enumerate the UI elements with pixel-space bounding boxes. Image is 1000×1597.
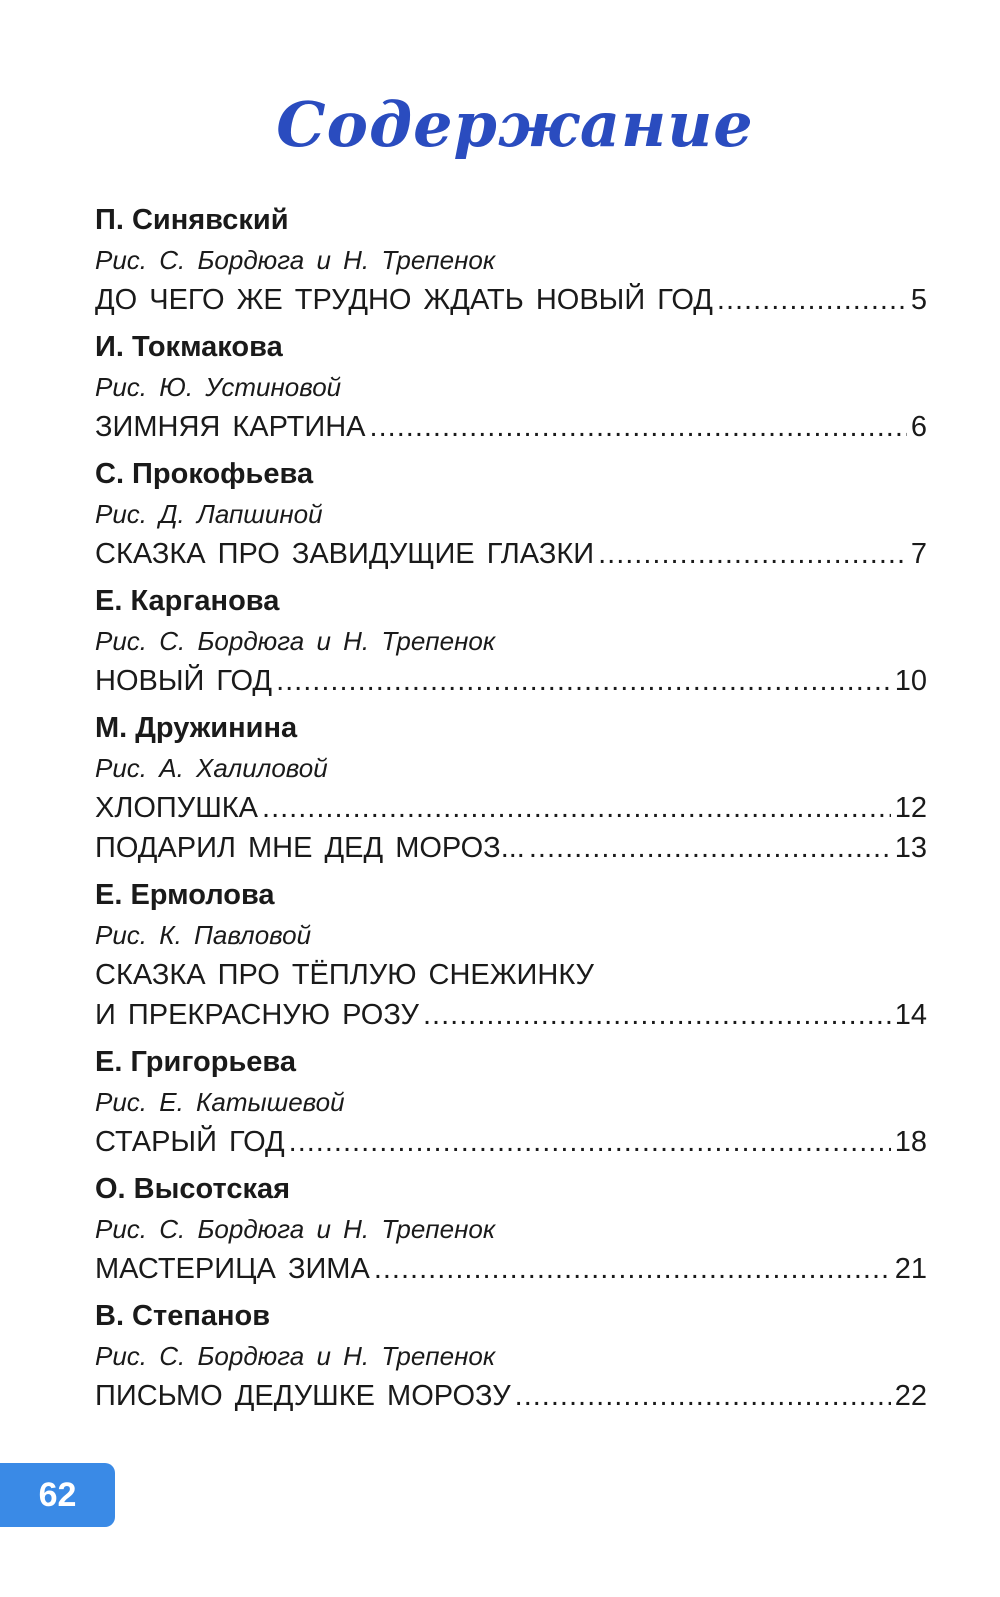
page-number-badge: 62 xyxy=(0,1463,115,1527)
author-name: С. Прокофьева xyxy=(95,458,314,490)
work-title: ДО ЧЕГО ЖЕ ТРУДНО ЖДАТЬ НОВЫЙ ГОД xyxy=(95,284,713,316)
page-ref: 22 xyxy=(894,1380,927,1412)
dot-leader xyxy=(262,788,891,828)
work-title: СТАРЫЙ ГОД xyxy=(95,1126,285,1158)
work-title: НОВЫЙ ГОД xyxy=(95,665,273,697)
work-title: ХЛОПУШКА xyxy=(95,792,259,824)
page-ref: 18 xyxy=(894,1126,927,1158)
dot-leader xyxy=(289,1122,891,1162)
illustrator-credit: Рис. С. Бордюга и Н. Трепенок xyxy=(95,1214,496,1244)
toc-entry[interactable] xyxy=(95,788,927,828)
illustrator-credit: Рис. С. Бордюга и Н. Трепенок xyxy=(95,245,496,275)
illustrator-credit: Рис. Ю. Устиновой xyxy=(95,372,342,402)
page-ref: 12 xyxy=(894,792,927,824)
page-title: Содержание xyxy=(276,88,754,161)
dot-leader xyxy=(529,828,891,868)
toc-entry[interactable] xyxy=(95,1122,927,1162)
toc-group xyxy=(95,454,927,574)
toc-entry[interactable] xyxy=(95,955,927,995)
toc-entry[interactable] xyxy=(95,1376,927,1416)
dot-leader xyxy=(598,534,907,574)
dot-leader xyxy=(717,280,907,320)
toc-group xyxy=(95,1042,927,1162)
toc-entry[interactable] xyxy=(95,280,927,320)
table-of-contents xyxy=(95,200,927,1423)
toc-group xyxy=(95,875,927,1035)
toc-entry[interactable] xyxy=(95,1249,927,1289)
author-name: И. Токмакова xyxy=(95,331,283,363)
illustrator-credit: Рис. К. Павловой xyxy=(95,920,312,950)
page-ref: 14 xyxy=(894,999,927,1031)
work-title: И ПРЕКРАСНУЮ РОЗУ xyxy=(95,999,419,1031)
dot-leader xyxy=(370,407,907,447)
author-name: В. Степанов xyxy=(95,1300,271,1332)
illustrator-credit: Рис. Е. Катышевой xyxy=(95,1087,345,1117)
work-title: ЗИМНЯЯ КАРТИНА xyxy=(95,411,366,443)
toc-group xyxy=(95,200,927,320)
dot-leader xyxy=(515,1376,891,1416)
page-ref: 5 xyxy=(910,284,927,316)
toc-group xyxy=(95,327,927,447)
author-name: П. Синявский xyxy=(95,204,289,236)
illustrator-credit: Рис. Д. Лапшиной xyxy=(95,499,323,529)
illustrator-credit: Рис. А. Халиловой xyxy=(95,753,328,783)
illustrator-credit: Рис. С. Бордюга и Н. Трепенок xyxy=(95,626,496,656)
toc-entry[interactable] xyxy=(95,661,927,701)
toc-group xyxy=(95,1169,927,1289)
dot-leader xyxy=(374,1249,891,1289)
work-title: МАСТЕРИЦА ЗИМА xyxy=(95,1253,370,1285)
toc-entry[interactable] xyxy=(95,407,927,447)
toc-entry[interactable] xyxy=(95,534,927,574)
page-ref: 13 xyxy=(894,832,927,864)
toc-entry[interactable] xyxy=(95,995,927,1035)
work-title: СКАЗКА ПРО ЗАВИДУЩИЕ ГЛАЗКИ xyxy=(95,538,595,570)
author-name: М. Дружинина xyxy=(95,712,298,744)
work-title: ПОДАРИЛ МНЕ ДЕД МОРОЗ... xyxy=(95,832,525,864)
page-ref: 21 xyxy=(894,1253,927,1285)
work-title: СКАЗКА ПРО ТЁПЛУЮ СНЕЖИНКУ xyxy=(95,959,594,991)
page-ref: 6 xyxy=(910,411,927,443)
toc-group xyxy=(95,581,927,701)
page-ref: 7 xyxy=(910,538,927,570)
illustrator-credit: Рис. С. Бордюга и Н. Трепенок xyxy=(95,1341,496,1371)
author-name: Е. Ермолова xyxy=(95,879,275,911)
toc-entry[interactable] xyxy=(95,828,927,868)
author-name: Е. Карганова xyxy=(95,585,280,617)
dot-leader xyxy=(423,995,891,1035)
author-name: О. Высотская xyxy=(95,1173,291,1205)
work-title: ПИСЬМО ДЕДУШКЕ МОРОЗУ xyxy=(95,1380,511,1412)
toc-group xyxy=(95,708,927,868)
page-ref: 10 xyxy=(894,665,927,697)
dot-leader xyxy=(276,661,891,701)
toc-group xyxy=(95,1296,927,1416)
author-name: Е. Григорьева xyxy=(95,1046,296,1078)
